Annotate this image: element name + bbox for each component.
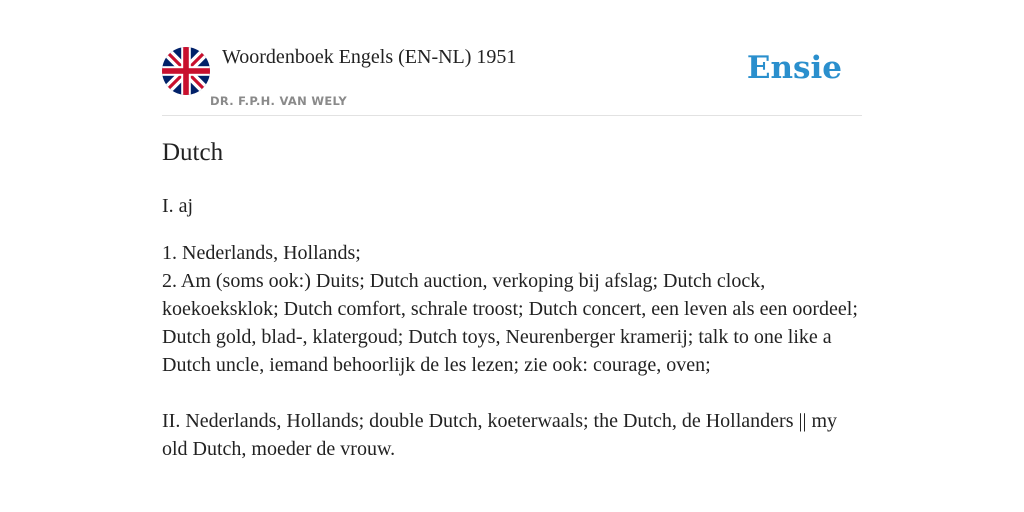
dictionary-title[interactable]: Woordenboek Engels (EN-NL) 1951 (222, 46, 517, 68)
spacer (162, 379, 862, 407)
section-2: II. Nederlands, Hollands; double Dutch, koeterwaals; the Dutch, de Hollanders || my old Dutch, moeder de vrouw. (162, 410, 838, 460)
entry-body (162, 192, 862, 463)
sense-1: 1. Nederlands, Hollands; (162, 242, 361, 264)
uk-flag-icon (162, 47, 210, 95)
sense-2: 2. Am (soms ook:) Duits; Dutch auction, verkoping bij afslag; Dutch clock, koekoeksklok; Dutch comfort, schrale troost; Dutch concert, een leven als een oordeel; Dutch gold, blad-, klatergoud; Dutch toys, Neurenberger kramerij; talk to one like a Dutch uncle, iemand behoorlijk de les lezen; zie ook: courage, oven; (162, 270, 858, 376)
headword: Dutch (162, 139, 224, 166)
ensie-logo-link[interactable]: Ensie (746, 50, 842, 86)
dictionary-header (162, 44, 862, 116)
dictionary-author: DR. F.P.H. VAN WELY (210, 94, 347, 108)
part-of-speech: I. aj (162, 195, 194, 217)
